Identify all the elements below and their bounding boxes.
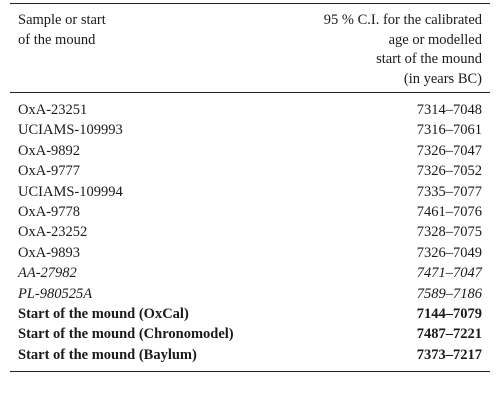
table-row (18, 120, 482, 140)
interval-cell: 7326–7049 (416, 244, 482, 261)
header-sample-line: of the mound (18, 31, 96, 48)
interval-cell: 7328–7075 (416, 224, 482, 241)
sample-cell: Start of the mound (OxCal) (18, 305, 189, 322)
calibrated-ages-table (10, 3, 490, 372)
sample-cell: UCIAMS-109994 (18, 183, 123, 200)
sample-cell: UCIAMS-109993 (18, 122, 123, 139)
header-interval-line: age or modelled (388, 31, 482, 48)
interval-cell: 7326–7052 (416, 163, 482, 180)
table-row (18, 345, 482, 365)
sample-cell: OxA-23252 (18, 224, 88, 241)
table-row (18, 161, 482, 181)
sample-cell: OxA-9777 (18, 163, 81, 180)
sample-cell: Start of the mound (Chronomodel) (18, 326, 234, 343)
interval-cell: 7373–7217 (416, 346, 482, 363)
sample-cell: Start of the mound (Baylum) (18, 346, 197, 363)
interval-cell: 7326–7047 (416, 142, 482, 159)
table-row (18, 263, 482, 283)
header-sample-column (18, 11, 106, 89)
sample-cell: OxA-23251 (18, 102, 88, 118)
table-bottom-rule (10, 371, 490, 372)
sample-cell: PL-980525A (18, 285, 93, 302)
interval-cell: 7471–7047 (416, 265, 482, 282)
table-row (18, 243, 482, 263)
interval-cell: 7589–7186 (416, 285, 482, 302)
table-row (18, 202, 482, 222)
table-row (18, 222, 482, 242)
interval-cell: 7335–7077 (416, 183, 482, 200)
interval-cell: 7316–7061 (416, 122, 482, 139)
table-row (18, 141, 482, 161)
table-row (18, 304, 482, 324)
interval-cell: 7314–7048 (416, 102, 482, 118)
header-interval-line: (in years BC) (403, 70, 482, 87)
interval-cell: 7461–7076 (416, 203, 482, 220)
table-row (18, 324, 482, 344)
header-interval-line: start of the mound (376, 51, 482, 67)
sample-cell: OxA-9893 (18, 244, 81, 261)
interval-cell: 7144–7079 (416, 305, 482, 322)
sample-cell: AA-27982 (18, 265, 77, 282)
sample-cell: OxA-9778 (18, 203, 81, 220)
interval-cell: 7487–7221 (416, 326, 482, 343)
header-sample-line: Sample or start (18, 12, 106, 28)
table-row (18, 100, 482, 120)
table-body (10, 93, 490, 365)
sample-cell: OxA-9892 (18, 142, 81, 159)
table-header (10, 4, 490, 89)
table-row (18, 182, 482, 202)
header-interval-line: 95 % C.I. for the calibrated (323, 12, 482, 28)
header-interval-column (324, 11, 482, 89)
table-row (18, 284, 482, 304)
